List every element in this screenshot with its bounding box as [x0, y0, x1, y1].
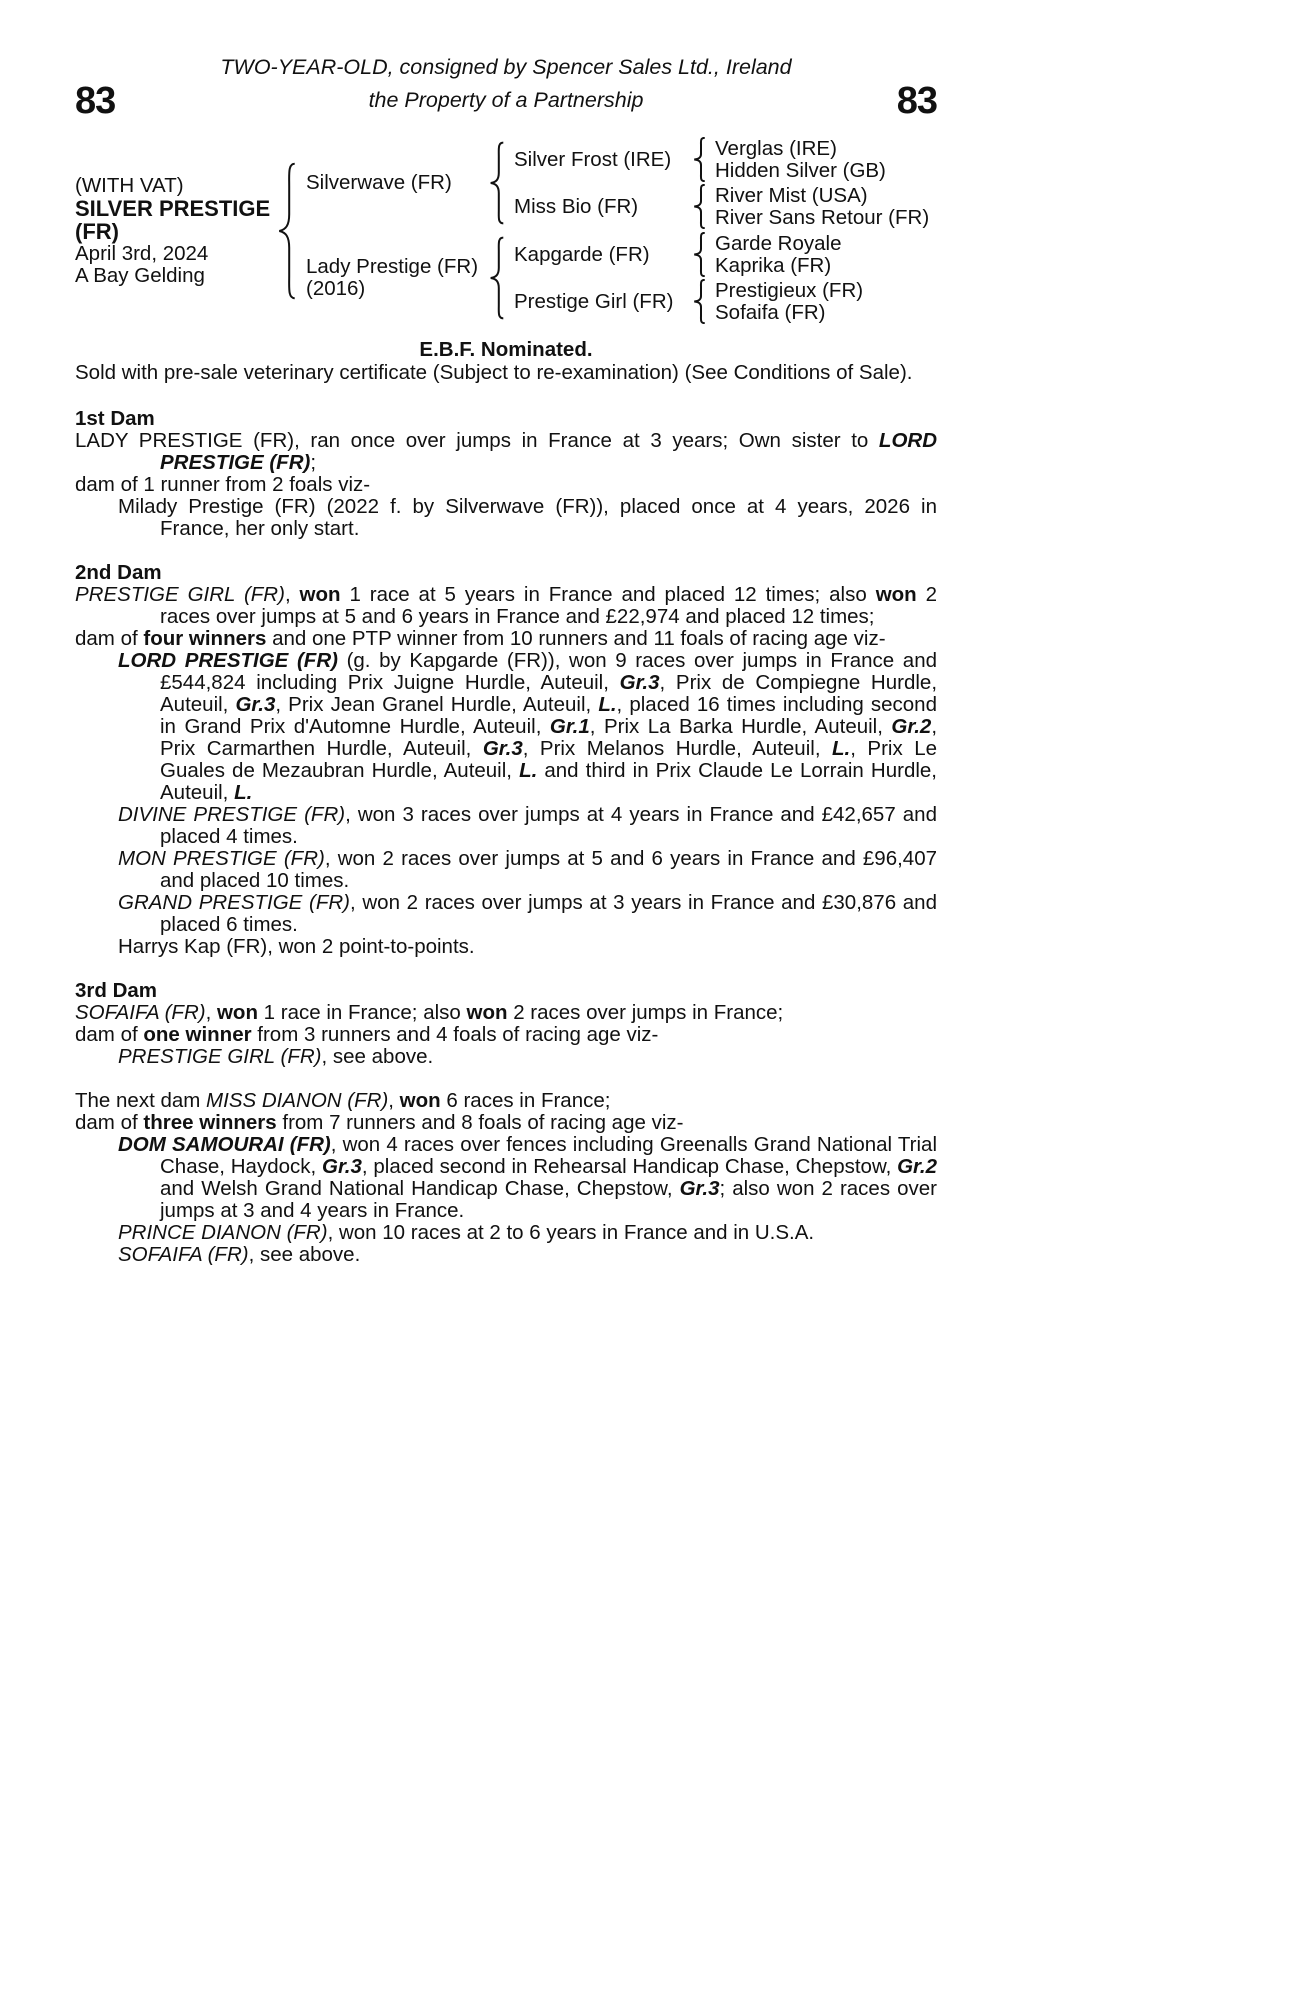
dam-sire-name: Kapgarde (FR)	[514, 242, 650, 266]
pedigree-brace-icon	[692, 279, 707, 324]
ebf-nominated-line: E.B.F. Nominated.	[419, 338, 593, 361]
sire-name: Silverwave (FR)	[306, 171, 452, 194]
vat-note: (WITH VAT)	[75, 173, 184, 197]
pedigree-paragraph: dam of three winners from 7 runners and 8 foals of racing age viz-	[75, 1111, 684, 1134]
consignor-line: TWO-YEAR-OLD, consigned by Spencer Sales Ltd., Ireland	[220, 55, 792, 79]
pedigree-brace-icon	[488, 236, 506, 320]
pedigree-paragraph: LORD PRESTIGE (FR) (g. by Kapgarde (FR)), won 9 races over jumps in France and £544,824 including Prix Juigne Hurdle, Auteuil, Gr.3, Prix de Compiegne Hurdle, Auteuil, Gr.3, Prix Jean Granel Hurdle, Auteuil, L., placed 16 times including second in Grand Prix d'Automne Hurdle, Auteuil, Gr.1, Prix La Barka Hurdle, Auteuil, Gr.2, Prix Carmarthen Hurdle, Auteuil, Gr.3, Prix Melanos Hurdle, Auteuil, L., Prix Le Guales de Mezaubran Hurdle, Auteuil, L. and third in Prix Claude Le Lorrain Hurdle, Auteuil, L.	[118, 649, 938, 804]
pedigree-paragraph: Milady Prestige (FR) (2022 f. by Silverwave (FR)), placed once at 4 years, 2026 in France, her only start.	[118, 495, 937, 540]
dam-sire-sire-name: Garde Royale	[715, 232, 842, 255]
pedigree-paragraph: PRINCE DIANON (FR), won 10 races at 2 to 6 years in France and in U.S.A.	[118, 1221, 815, 1244]
dam-section	[75, 1090, 937, 1266]
sire-dam-sire-name: River Mist (USA)	[715, 184, 868, 207]
lot-row	[75, 81, 937, 121]
pedigree-paragraph: PRESTIGE GIRL (FR), see above.	[118, 1045, 434, 1068]
sire-sire-dam-name: Hidden Silver (GB)	[715, 158, 886, 182]
subject-name: SILVER PRESTIGE (FR)	[75, 195, 271, 244]
dam-section-heading: 1st Dam	[75, 407, 155, 430]
dam-section-paragraphs	[75, 584, 937, 958]
pedigree-paragraph: dam of four winners and one PTP winner from 10 runners and 11 foals of racing age viz-	[75, 627, 886, 650]
dam-sire-dam-name: Kaprika (FR)	[715, 253, 832, 277]
pedigree-paragraph: dam of 1 runner from 2 foals viz-	[75, 473, 371, 496]
pedigree-table	[75, 137, 937, 324]
vet-certificate-line: Sold with pre-sale veterinary certificate (Subject to re-examination) (See Conditions of Sale).	[75, 361, 913, 384]
sire-group	[306, 137, 937, 229]
dam-dam-dam-name: Sofaifa (FR)	[715, 300, 826, 324]
pedigree-brace-icon	[488, 141, 506, 225]
generation-1-column	[306, 137, 937, 324]
sire-sire-sire-name: Verglas (IRE)	[715, 137, 837, 160]
pedigree-paragraph: GRAND PRESTIGE (FR), won 2 races over jumps at 3 years in France and £30,876 and placed 6 times.	[118, 891, 937, 936]
dam-sire-group	[514, 232, 937, 277]
subject-description: A Bay Gelding	[75, 263, 205, 287]
lot-number-left: 83	[75, 80, 116, 122]
dam-section-paragraphs	[75, 430, 937, 540]
property-line: the Property of a Partnership	[368, 88, 644, 112]
pedigree-paragraph: LADY PRESTIGE (FR), ran once over jumps in France at 3 years; Own sister to LORD PRESTIGE (FR);	[75, 429, 937, 474]
pedigree-brace-icon	[692, 184, 707, 229]
pedigree-paragraph: DIVINE PRESTIGE (FR), won 3 races over jumps at 4 years in France and £42,657 and placed 4 times.	[118, 803, 937, 848]
pedigree-brace-icon	[692, 232, 707, 277]
pedigree-paragraph: MON PRESTIGE (FR), won 2 races over jumps at 5 and 6 years in France and £96,407 and placed 10 times.	[118, 847, 937, 892]
dam-section	[75, 562, 937, 958]
sire-sire-name: Silver Frost (IRE)	[514, 147, 672, 171]
sire-sire-group	[514, 137, 937, 182]
dam-dam-name: Prestige Girl (FR)	[514, 289, 674, 313]
pedigree-paragraph: SOFAIFA (FR), won 1 race in France; also won 2 races over jumps in France;	[75, 1001, 784, 1024]
dam-dam-sire-name: Prestigieux (FR)	[715, 279, 864, 302]
pedigree-paragraph: dam of one winner from 3 runners and 4 foals of racing age viz-	[75, 1023, 659, 1046]
sire-dam-group	[514, 184, 937, 229]
pedigree-paragraph: The next dam MISS DIANON (FR), won 6 races in France;	[75, 1089, 611, 1112]
dam-dam-group	[514, 279, 937, 324]
lot-number-right: 83	[896, 80, 937, 122]
dam-group	[306, 232, 937, 324]
pedigree-paragraph: SOFAIFA (FR), see above.	[118, 1243, 361, 1266]
catalogue-content	[75, 55, 937, 1266]
dam-sections	[75, 408, 937, 1266]
dam-section-heading: 2nd Dam	[75, 561, 162, 584]
pedigree-brace-icon	[276, 161, 298, 301]
dam-name: Lady Prestige (FR) (2016)	[306, 256, 488, 300]
dam-section	[75, 408, 937, 540]
pedigree-paragraph: Harrys Kap (FR), won 2 point-to-points.	[118, 935, 475, 958]
pedigree-paragraph: DOM SAMOURAI (FR), won 4 races over fences including Greenalls Grand National Trial Chase, Haydock, Gr.3, placed second in Rehearsal Handicap Chase, Chepstow, Gr.2 and Welsh Grand National Handicap Chase, Chepstow, Gr.3; also won 2 races over jumps at 3 and 4 years in France.	[118, 1133, 938, 1222]
dam-section-paragraphs	[75, 1002, 937, 1068]
pedigree-paragraph: PRESTIGE GIRL (FR), won 1 race at 5 years in France and placed 12 times; also won 2 races over jumps at 5 and 6 years in France and £22,974 and placed 12 times;	[75, 583, 937, 628]
subject-foaling-date: April 3rd, 2024	[75, 241, 209, 265]
dam-year: (2016)	[306, 277, 366, 300]
sire-dam-name: Miss Bio (FR)	[514, 194, 639, 218]
dam-section-heading: 3rd Dam	[75, 979, 158, 1002]
subject-column	[75, 175, 276, 287]
sire-dam-dam-name: River Sans Retour (FR)	[715, 205, 930, 229]
dam-section	[75, 980, 937, 1068]
dam-section-paragraphs	[75, 1090, 937, 1266]
pedigree-brace-icon	[692, 137, 707, 182]
